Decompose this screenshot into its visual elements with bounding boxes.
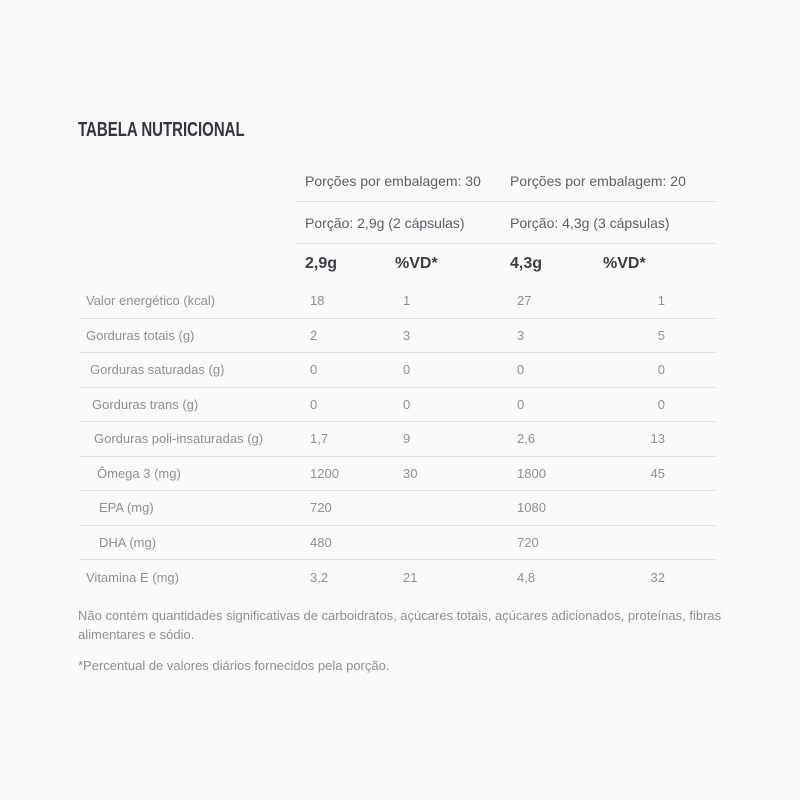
nutrient-vd1: 30 — [403, 465, 418, 481]
table-row-omega3 — [80, 457, 715, 492]
nutrient-label: Gorduras saturadas (g) — [90, 362, 225, 378]
table-row-epa — [80, 491, 715, 526]
nutrient-label: Gorduras poli-insaturadas (g) — [94, 431, 264, 447]
nutrient-vd1: 9 — [403, 431, 411, 447]
nutrient-label: Valor energético (kcal) — [86, 293, 216, 309]
nutrient-vd2: 5 — [657, 327, 665, 343]
column-header-vd2: %VD* — [603, 255, 646, 272]
nutrient-qty2: 2,6 — [517, 431, 536, 447]
nutrient-qty1: 0 — [310, 362, 318, 378]
nutrient-table — [80, 284, 715, 595]
column-header-row — [80, 244, 715, 284]
nutrient-vd2: 32 — [650, 569, 665, 585]
nutrient-qty1: 18 — [310, 293, 325, 309]
nutrient-qty2: 3 — [517, 327, 525, 343]
serving-size-2: Porção: 4,3g (3 cápsulas) — [510, 214, 670, 231]
percent-daily-value-note: *Percentual de valores diários fornecidos pela porção. — [78, 658, 390, 673]
nutrient-vd1: 0 — [403, 362, 411, 378]
nutrient-label: Vitamina E (mg) — [86, 569, 179, 585]
page-title: TABELA NUTRICIONAL — [78, 119, 245, 141]
nutrient-qty1: 720 — [310, 500, 332, 516]
nutrient-label: DHA (mg) — [99, 534, 157, 550]
nutrient-label: Gorduras trans (g) — [92, 396, 199, 412]
nutrient-label: EPA (mg) — [99, 500, 154, 516]
no-significant-amounts-note: Não contém quantidades significativas de carboidratos, açúcares totais, açúcares adicionados, proteínas, fibras alimentares e sódio. — [78, 608, 722, 642]
nutrient-qty2: 1800 — [517, 465, 546, 481]
nutrient-qty2: 4,8 — [517, 569, 536, 585]
nutrient-qty2: 1080 — [517, 500, 546, 516]
nutrient-qty2: 0 — [517, 362, 525, 378]
nutrient-qty1: 2 — [310, 327, 318, 343]
nutrient-vd1: 3 — [403, 327, 411, 343]
table-row-total-fat — [80, 319, 715, 354]
table-row-saturated-fat — [80, 353, 715, 388]
nutrient-vd1: 21 — [403, 569, 418, 585]
table-row-trans-fat — [80, 388, 715, 423]
serving-size-row — [295, 202, 715, 244]
servings-per-package-2: Porções por embalagem: 20 — [510, 172, 686, 189]
nutrient-vd2: 1 — [657, 293, 665, 309]
nutrient-vd1: 0 — [403, 396, 411, 412]
nutrient-label: Ômega 3 (mg) — [97, 465, 181, 481]
servings-per-package-row — [295, 160, 715, 202]
table-row-energy — [80, 284, 715, 319]
serving-size-1: Porção: 2,9g (2 cápsulas) — [305, 214, 465, 231]
column-header-serving2: 4,3g — [510, 255, 543, 272]
nutrient-qty1: 3,2 — [310, 569, 329, 585]
serving-info-table — [295, 160, 715, 244]
nutrient-qty1: 1,7 — [310, 431, 329, 447]
column-header-vd1: %VD* — [395, 255, 438, 272]
nutrient-qty1: 1200 — [310, 465, 339, 481]
column-header-serving1: 2,9g — [305, 255, 338, 272]
table-row-polyunsaturated-fat — [80, 422, 715, 457]
nutrient-label: Gorduras totais (g) — [86, 327, 195, 343]
nutrient-vd2: 13 — [650, 431, 665, 447]
nutrient-qty2: 0 — [517, 396, 525, 412]
nutrient-vd2: 0 — [657, 362, 665, 378]
nutrient-vd2: 0 — [657, 396, 665, 412]
table-row-vitamin-e — [80, 560, 715, 595]
nutrient-qty1: 0 — [310, 396, 318, 412]
nutrient-qty2: 720 — [517, 534, 539, 550]
servings-per-package-1: Porções por embalagem: 30 — [305, 172, 481, 189]
nutrient-vd1: 1 — [403, 293, 411, 309]
nutrient-qty1: 480 — [310, 534, 332, 550]
nutrient-qty2: 27 — [517, 293, 532, 309]
table-row-dha — [80, 526, 715, 561]
nutrient-vd2: 45 — [650, 465, 665, 481]
